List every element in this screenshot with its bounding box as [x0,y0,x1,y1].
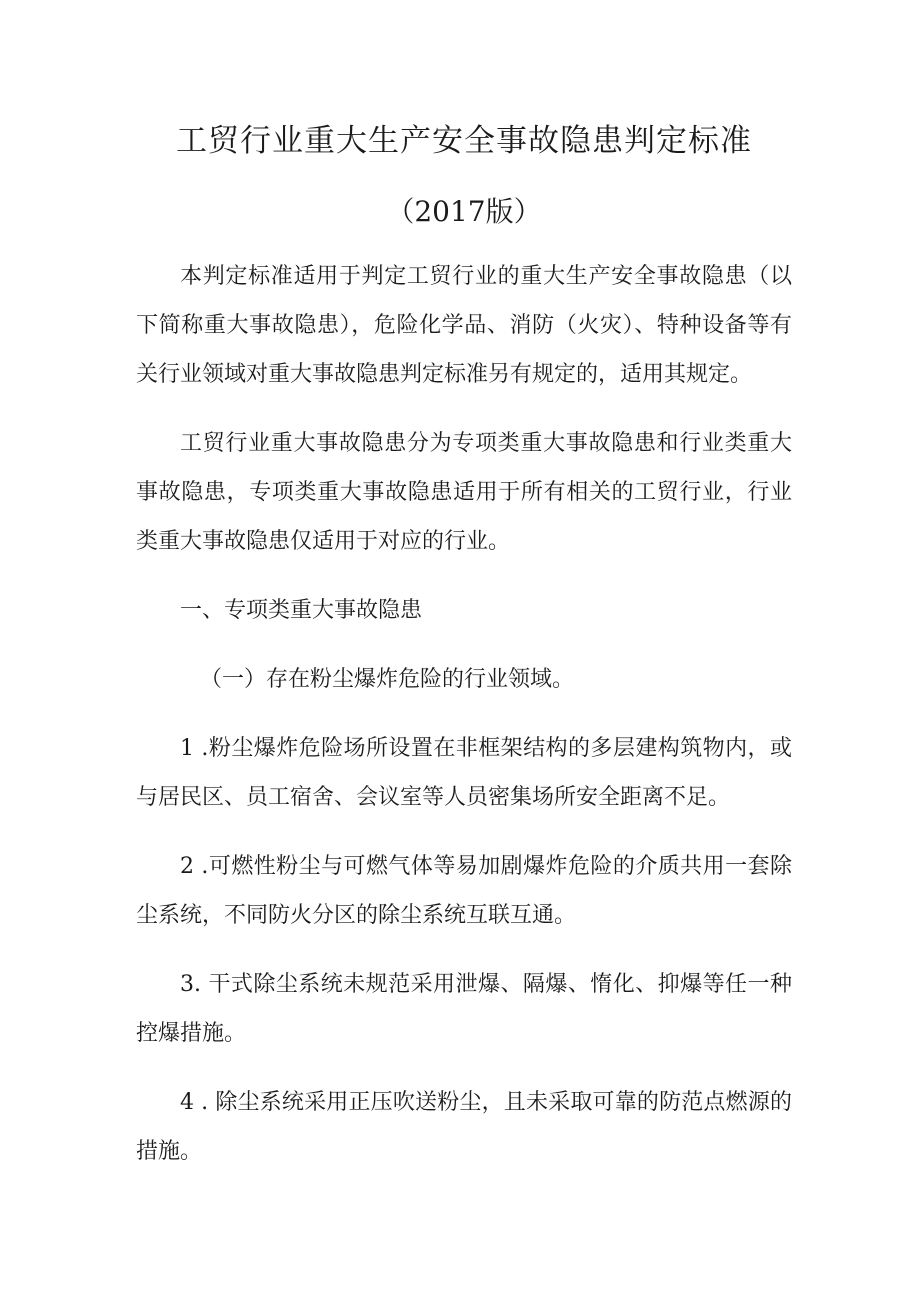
subsection-heading: （一）存在粉尘爆炸危险的行业领域。 [200,667,575,692]
list-item-3: 3. 干式除尘系统未规范采用泄爆、隔爆、惰化、抑爆等任一种控爆措施。 [136,972,792,1046]
document-subtitle: （2017版） [386,195,542,228]
section-heading: 一、专项类重大事故隐患 [180,598,423,623]
list-item-4: 4 . 除尘系统采用正压吹送粉尘，且未采取可靠的防范点燃源的措施。 [136,1090,792,1164]
list-item-2: 2 .可燃性粉尘与可燃气体等易加剧爆炸危险的介质共用一套除尘系统，不同防火分区的除尘系统互联互通。 [136,854,792,928]
paragraph-scope: 本判定标准适用于判定工贸行业的重大生产安全事故隐患（以下简称重大事故隐患），危险化学品、消防（火灾）、特种设备等有关行业领域对重大事故隐患判定标准另有规定的，适用其规定。 [136,264,792,387]
paragraph-classification: 工贸行业重大事故隐患分为专项类重大事故隐患和行业类重大事故隐患，专项类重大事故隐患适用于所有相关的工贸行业，行业类重大事故隐患仅适用于对应的行业。 [136,431,792,554]
list-item-1: 1 .粉尘爆炸危险场所设置在非框架结构的多层建构筑物内，或与居民区、员工宿舍、会议室等人员密集场所安全距离不足。 [136,736,792,810]
document-title: 工贸行业重大生产安全事故隐患判定标准 [176,123,752,159]
